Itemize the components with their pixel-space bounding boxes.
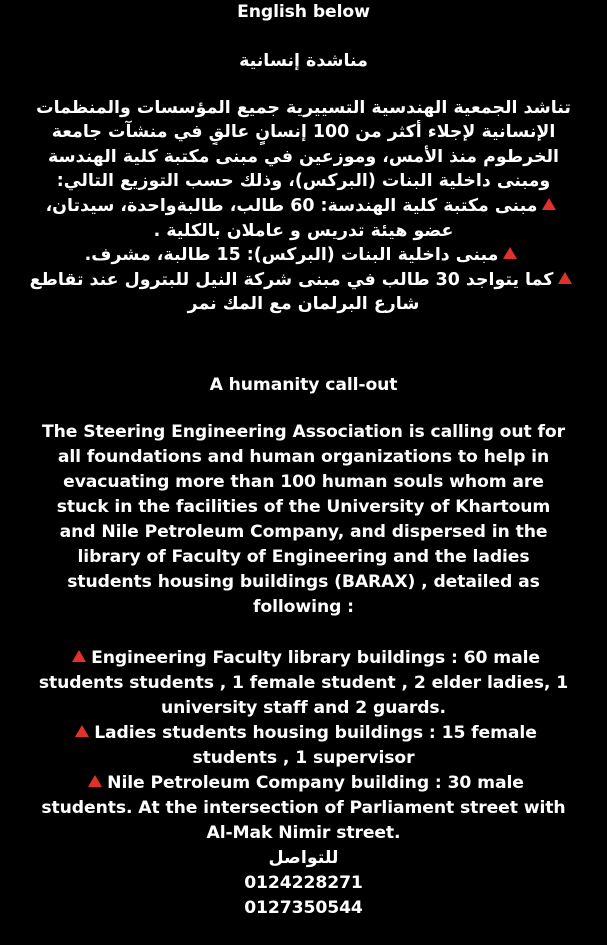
english-intro-line: students housing buildings (BARAX) , detailed as [67, 571, 540, 592]
english-list-item [14, 721, 593, 746]
english-intro-line: evacuating more than 100 human souls whom are [63, 471, 544, 492]
arabic-intro-line: الإنسانية لإجلاء أكثر من 100 إنسانٍ عالقٍ في منشآت جامعة [51, 122, 556, 143]
english-intro-line: stuck in the facilities of the University of Khartoum [56, 496, 551, 517]
english-list [14, 646, 593, 846]
red-triangle-icon [558, 272, 572, 284]
english-list-item-cont: students , 1 supervisor [192, 747, 415, 768]
red-triangle-icon [503, 247, 517, 259]
english-list-item-cont: students students , 1 female student , 2 elder ladies, 1 [38, 672, 569, 693]
english-list-item [14, 646, 593, 671]
red-triangle-icon [75, 725, 89, 737]
red-triangle-icon [88, 775, 102, 787]
english-intro-line: The Steering Engineering Association is calling out for [42, 421, 565, 442]
arabic-item-text: كما يتواجد 30 طالب في مبنى شركة النيل للبترول عند تقاطع [29, 269, 554, 290]
arabic-list-item [14, 268, 593, 293]
arabic-list-item [14, 243, 593, 268]
english-intro-line: and Nile Petroleum Company, and dispersed in the [59, 521, 548, 542]
arabic-intro-line: تناشد الجمعية الهندسية التسييرية جميع المؤسسات والمنظمات [36, 97, 571, 118]
english-intro-line: all foundations and human organizations to help in [57, 446, 550, 467]
phone-number[interactable]: 0124228271 [244, 872, 363, 893]
arabic-title: مناشدة إنسانية [239, 51, 368, 71]
english-item-text: Ladies students housing buildings : 15 female [94, 722, 537, 743]
english-intro-line: library of Faculty of Engineering and the ladies [77, 546, 530, 567]
english-list-item-cont: university staff and 2 guards. [161, 697, 446, 718]
english-list-item-cont: students. At the intersection of Parliament street with [41, 797, 566, 818]
arabic-list-item-cont: عضو هيئة تدريس و عاملان بالكلية . [153, 220, 454, 241]
english-below-note: English below [237, 2, 370, 22]
arabic-intro-line: الخرطوم منذ الأمس، وموزعين في مبنى مكتبة كلية الهندسة [48, 146, 559, 167]
arabic-list [14, 194, 593, 317]
english-list-item [14, 771, 593, 796]
arabic-intro [14, 96, 593, 194]
english-intro-line: following : [253, 596, 354, 617]
english-item-text: Engineering Faculty library buildings : 60 male [91, 647, 540, 668]
english-title: A humanity call-out [209, 374, 398, 395]
arabic-item-text: مبنى مكتبة كلية الهندسة: 60 طالب، طالبةواحدة، سيدتان، [45, 195, 538, 216]
english-intro [14, 420, 593, 620]
contact-block [14, 846, 593, 921]
phone-number[interactable]: 0127350544 [244, 897, 363, 918]
arabic-item-text: مبنى داخلية البنات (البركس): 15 طالبة، مشرف. [84, 245, 499, 266]
contact-label: للتواصل [268, 847, 339, 868]
red-triangle-icon [542, 198, 556, 210]
arabic-list-item-cont: شارع البرلمان مع المك نمر [187, 294, 420, 315]
arabic-list-item [14, 194, 593, 219]
red-triangle-icon [72, 650, 86, 662]
english-item-text: Nile Petroleum Company building : 30 male [107, 772, 524, 793]
english-list-item-cont: Al-Mak Nimir street. [206, 822, 401, 843]
arabic-intro-line: ومبنى داخلية البنات (البركس)، وذلك حسب التوزيع التالي: [56, 171, 551, 192]
